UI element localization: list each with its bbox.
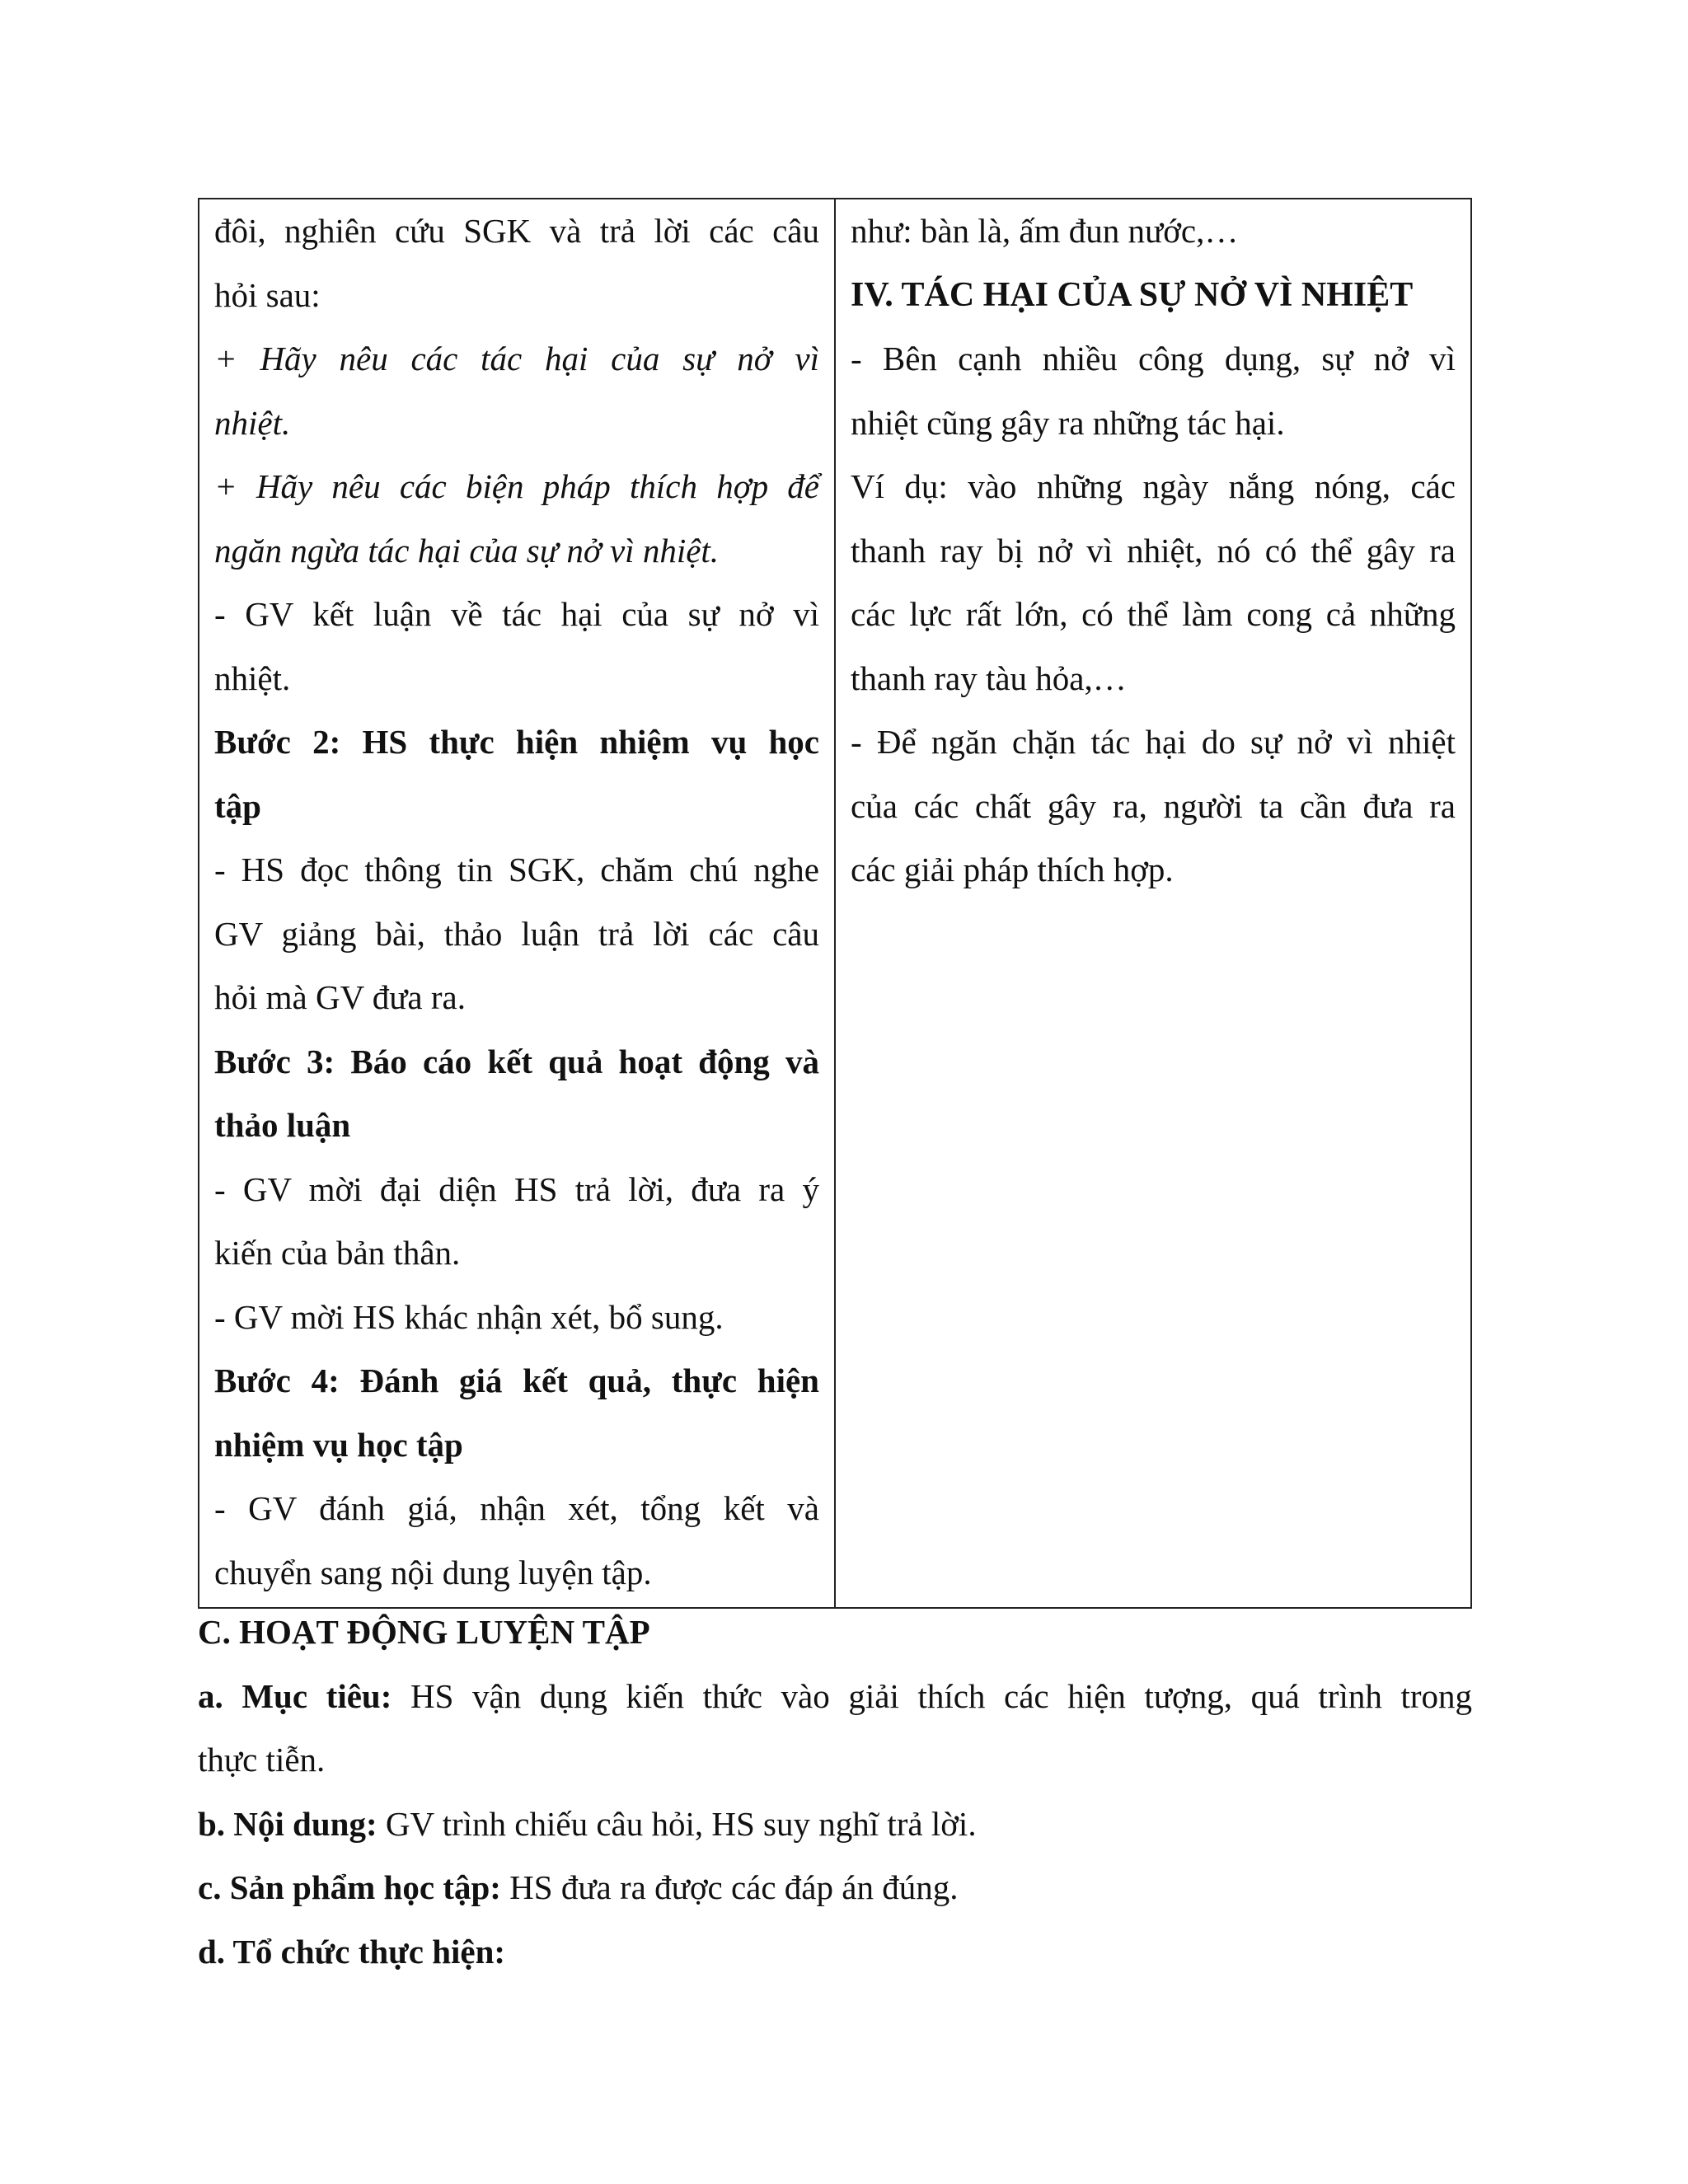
organization-label: d. Tổ chức thực hiện: — [198, 1932, 506, 1971]
left-column-line: nhiệt. — [214, 658, 291, 697]
left-column-line: + Hãy nêu các biện pháp thích hợp để — [214, 467, 819, 505]
left-column-line: GV giảng bài, thảo luận trả lời các câu — [214, 914, 819, 953]
teacher-student-activities-column — [199, 199, 836, 1607]
left-column-line: - HS đọc thông tin SGK, chăm chú nghe — [214, 851, 819, 888]
right-column-line: thanh ray bị nở vì nhiệt, nó có thể gây ra — [851, 531, 1456, 569]
left-column-line: - GV mời HS khác nhận xét, bổ sung. — [214, 1297, 724, 1336]
left-column-line: ngăn ngừa tác hại của sự nở vì nhiệt. — [214, 531, 720, 569]
left-column-line: đôi, nghiên cứu SGK và trả lời các câu — [214, 212, 819, 250]
content-text: GV trình chiếu câu hỏi, HS suy nghĩ trả lời. — [377, 1804, 977, 1843]
left-column-line: + Hãy nêu các tác hại của sự nở vì — [214, 340, 819, 377]
left-column-line: - GV đánh giá, nhận xét, tổng kết và — [214, 1489, 819, 1527]
right-column-line: - Để ngăn chặn tác hại do sự nở vì nhiệt — [851, 723, 1456, 761]
activity-table — [198, 198, 1472, 1609]
product-label: c. Sản phẩm học tập: — [198, 1868, 501, 1906]
left-column-line: thảo luận — [214, 1106, 351, 1144]
objective-line-1 — [198, 1665, 1472, 1729]
right-column-line: như: bàn là, ấm đun nước,… — [851, 212, 1239, 250]
left-column-line: chuyển sang nội dung luyện tập. — [214, 1553, 652, 1591]
left-column-line: - GV kết luận về tác hại của sự nở vì — [214, 595, 819, 633]
left-column-line: hỏi mà GV đưa ra. — [214, 978, 466, 1016]
right-column-line: IV. TÁC HẠI CỦA SỰ NỞ VÌ NHIỆT — [851, 275, 1414, 314]
left-column-line: hỏi sau: — [214, 275, 321, 314]
product-line — [198, 1856, 1472, 1920]
right-column-line: - Bên cạnh nhiều công dụng, sự nở vì — [851, 340, 1456, 377]
left-column-line: - GV mời đại diện HS trả lời, đưa ra ý — [214, 1169, 819, 1208]
objective-label: a. Mục tiêu: — [198, 1676, 392, 1715]
left-column-line: Bước 3: Báo cáo kết quả hoạt động và — [214, 1042, 819, 1080]
content-line — [198, 1793, 1472, 1857]
left-column-line: tập — [214, 786, 261, 825]
right-column-line: của các chất gây ra, người ta cần đưa ra — [851, 786, 1456, 825]
right-column-line: nhiệt cũng gây ra những tác hại. — [851, 403, 1285, 442]
section-title: C. HOẠT ĐỘNG LUYỆN TẬP — [198, 1613, 650, 1651]
left-column-line: nhiệt. — [214, 403, 291, 442]
practice-section — [198, 1601, 1472, 1984]
right-column-line: thanh ray tàu hỏa,… — [851, 658, 1127, 697]
content-label: b. Nội dung: — [198, 1804, 377, 1843]
objective-text: HS vận dụng kiến thức vào giải thích các hiện tượng, quá trình trong — [392, 1676, 1472, 1715]
left-column-line: Bước 2: HS thực hiện nhiệm vụ học — [214, 723, 819, 761]
product-text: HS đưa ra được các đáp án đúng. — [500, 1868, 959, 1906]
right-column-line: các lực rất lớn, có thể làm cong cả những — [851, 595, 1456, 633]
left-column-line: Bước 4: Đánh giá kết quả, thực hiện — [214, 1361, 819, 1399]
left-column-line: kiến của bản thân. — [214, 1234, 461, 1272]
expected-content-column — [836, 199, 1470, 1607]
right-column-line: các giải pháp thích hợp. — [851, 851, 1174, 888]
objective-line-2: thực tiễn. — [198, 1741, 326, 1779]
left-column-line: nhiệm vụ học tập — [214, 1425, 463, 1464]
right-column-line: Ví dụ: vào những ngày nắng nóng, các — [851, 467, 1456, 505]
